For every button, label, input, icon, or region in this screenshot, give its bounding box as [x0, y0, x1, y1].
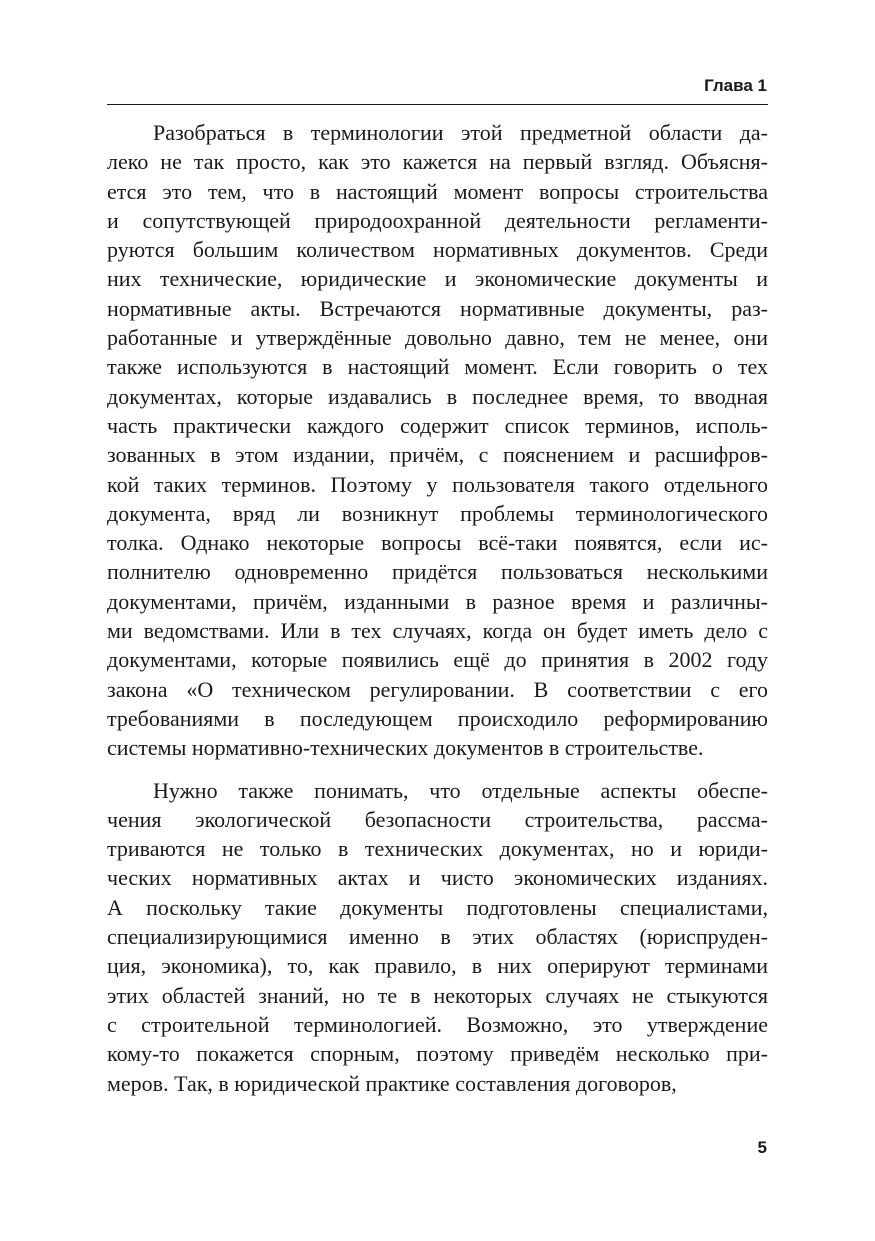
text-line: ется это тем, что в настоящий момент вопросы строительства	[107, 178, 768, 204]
text-line: триваются не только в технических документах, но и юриди-	[107, 836, 768, 862]
body-text	[107, 118, 768, 1098]
chapter-heading: Глава 1	[704, 76, 767, 95]
text-line: документах, которые издавались в последнее время, то вводная	[107, 383, 768, 409]
text-line: требованиями в последующем происходило реформированию	[107, 705, 768, 731]
text-line: толка. Однако некоторые вопросы всё-таки появятся, если ис-	[107, 530, 768, 556]
text-line: и сопутствующей природоохранной деятельности регламенти-	[107, 207, 768, 233]
text-line: ми ведомствами. Или в тех случаях, когда он будет иметь дело с	[107, 618, 768, 644]
text-line: Разобраться в терминологии этой предметной области да-	[153, 120, 768, 145]
text-line: леко не так просто, как это кажется на первый взгляд. Объясня-	[107, 149, 768, 175]
text-line: этих областей знаний, но те в некоторых случаях не стыкуются	[107, 982, 768, 1008]
text-line: с строительной терминологией. Возможно, это утверждение	[107, 1011, 768, 1037]
text-line: полнителю одновременно придётся пользоваться несколькими	[107, 559, 768, 585]
text-line: кому-то покажется спорным, поэтому приведём несколько при-	[107, 1041, 768, 1067]
text-line: системы нормативно-технических документов в строительстве.	[107, 735, 704, 761]
paragraph-2	[107, 776, 768, 1098]
text-line: меров. Так, в юридической практике составления договоров,	[107, 1070, 677, 1096]
text-line: них технические, юридические и экономические документы и	[107, 266, 768, 292]
page-number: 5	[757, 1138, 767, 1157]
text-line: документами, которые появились ещё до принятия в 2002 году	[107, 647, 768, 673]
paragraph-1	[107, 118, 768, 763]
header-rule	[107, 104, 768, 105]
text-line: руются большим количеством нормативных документов. Среди	[107, 237, 768, 263]
text-line: зованных в этом издании, причём, с пояснением и расшифров-	[107, 442, 768, 468]
text-line: Нужно также понимать, что отдельные аспекты обеспе-	[153, 777, 768, 803]
text-line: ческих нормативных актах и чисто экономических изданиях.	[107, 865, 768, 891]
text-line: также используются в настоящий момент. Если говорить о тех	[107, 354, 768, 380]
text-line: ция, экономика), то, как правило, в них оперируют терминами	[107, 953, 768, 979]
text-line: закона «О техническом регулировании. В соответствии с его	[107, 676, 768, 702]
text-line: чения экологической безопасности строительства, рассма-	[107, 806, 768, 832]
text-line: документа, вряд ли возникнут проблемы терминологического	[107, 500, 768, 526]
text-line: А поскольку такие документы подготовлены специалистами,	[107, 894, 768, 920]
text-line: нормативные акты. Встречаются нормативные документы, раз-	[107, 295, 768, 321]
text-line: документами, причём, изданными в разное время и различны-	[107, 588, 768, 614]
text-line: часть практически каждого содержит список терминов, исполь-	[107, 412, 768, 438]
text-line: работанные и утверждённые довольно давно, тем не менее, они	[107, 325, 768, 351]
text-line: кой таких терминов. Поэтому у пользователя такого отдельного	[107, 471, 768, 497]
text-line: специализирующимися именно в этих областях (юриспруден-	[107, 924, 768, 950]
